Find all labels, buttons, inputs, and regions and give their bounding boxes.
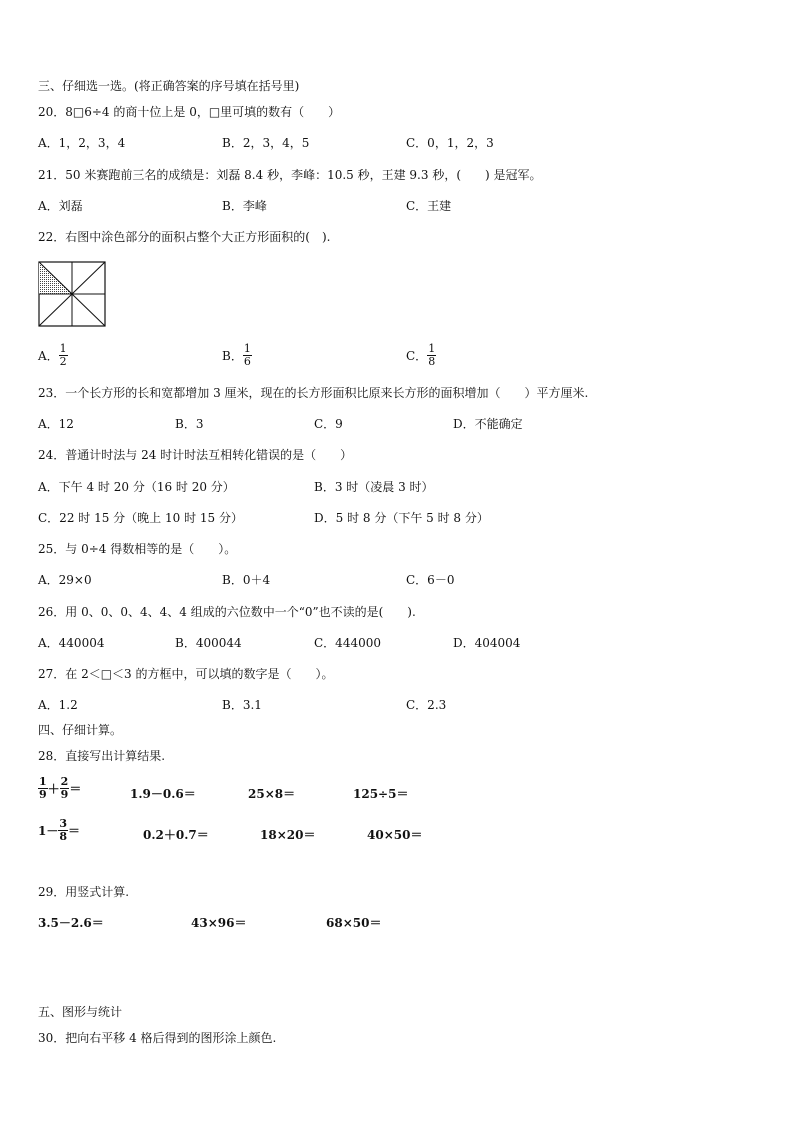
q20-option-b: B．2，3，4，5	[222, 136, 310, 150]
vertical-calc-2: 43×96＝	[191, 916, 247, 930]
option-label: A．	[38, 348, 59, 363]
calc-item-5	[38, 818, 80, 843]
question-29-stem: 29．用竖式计算.	[38, 885, 130, 899]
question-27-stem: 27．在 2＜□＜3 的方框中，可以填的数字是（ ）。	[38, 667, 334, 681]
question-23-stem: 23．一个长方形的长和宽都增加 3 厘米，现在的长方形面积比原来长方形的面积增加（ ）平方厘米.	[38, 386, 589, 400]
option-label: B．	[222, 348, 243, 363]
calc-item-8: 40×50＝	[367, 828, 423, 842]
q23-option-a: A．12	[38, 417, 74, 431]
q21-option-c: C．王建	[406, 199, 452, 213]
denominator: 8	[428, 355, 436, 368]
calc-item-2: 1.9－0.6＝	[130, 787, 196, 801]
q24-option-a: A．下午 4 时 20 分（16 时 20 分）	[38, 480, 235, 494]
q26-option-b: B．400044	[175, 636, 242, 650]
numerator: 1	[428, 342, 436, 355]
q21-option-b: B．李峰	[222, 199, 267, 213]
q21-option-a: A．刘磊	[38, 199, 83, 213]
q23-option-d: D．不能确定	[453, 417, 523, 431]
numerator: 2	[60, 775, 69, 788]
calc-item-3: 25×8＝	[248, 787, 296, 801]
denominator: 8	[59, 830, 68, 843]
calc-item-4: 125÷5＝	[353, 787, 409, 801]
q22-option-a	[38, 343, 68, 368]
q22-option-b	[222, 343, 252, 368]
question-28-stem: 28．直接写出计算结果.	[38, 749, 166, 763]
vertical-calc-3: 68×50＝	[326, 916, 382, 930]
fraction	[38, 776, 48, 801]
fraction	[60, 776, 70, 801]
q20-option-a: A．1，2，3，4	[38, 136, 126, 150]
numerator: 1	[39, 775, 47, 788]
equals-sign: ＝	[68, 824, 81, 838]
calc-item-6: 0.2＋0.7＝	[143, 828, 209, 842]
vertical-calc-1: 3.5－2.6＝	[38, 916, 104, 930]
question-21-stem: 21．50 米赛跑前三名的成绩是：刘磊 8.4 秒，李峰：10.5 秒，王建 9.3 秒，( ) 是冠军。	[38, 168, 542, 182]
q20-option-c: C．0，1，2，3	[406, 136, 494, 150]
q26-option-d: D．404004	[453, 636, 521, 650]
q24-option-c: C．22 时 15 分（晚上 10 时 15 分）	[38, 511, 243, 525]
q27-option-a: A．1.2	[38, 698, 78, 712]
fraction	[59, 343, 68, 368]
question-26-stem: 26．用 0、0、0、4、4、4 组成的六位数中一个“0”也不读的是( ).	[38, 605, 416, 619]
option-label: C．	[406, 348, 428, 363]
denominator: 9	[39, 788, 47, 801]
q23-option-b: B．3	[175, 417, 204, 431]
q25-option-c: C．6－0	[406, 573, 455, 587]
fraction	[58, 818, 68, 843]
question-25-stem: 25．与 0÷4 得数相等的是（ ）。	[38, 542, 237, 556]
q26-option-c: C．444000	[314, 636, 381, 650]
q24-option-d: D．5 时 8 分（下午 5 时 8 分）	[314, 511, 489, 525]
q27-option-b: B．3.1	[222, 698, 262, 712]
q25-option-a: A．29×0	[38, 573, 92, 587]
q25-option-b: B．0＋4	[222, 573, 271, 587]
numerator: 3	[59, 817, 68, 830]
q22-option-c	[406, 343, 436, 368]
calc-item-1	[38, 776, 81, 801]
calc-prefix: 1－	[38, 824, 59, 838]
numerator: 1	[59, 342, 67, 355]
plus-sign: ＋	[47, 782, 60, 796]
section-5-heading: 五、图形与统计	[38, 1005, 123, 1019]
denominator: 9	[60, 788, 69, 801]
square-figure	[38, 261, 106, 327]
q27-option-c: C．2.3	[406, 698, 447, 712]
section-3-heading: 三、仔细选一选。(将正确答案的序号填在括号里)	[38, 79, 300, 93]
numerator: 1	[243, 342, 251, 355]
denominator: 2	[59, 355, 67, 368]
section-4-heading: 四、仔细计算。	[38, 723, 123, 737]
question-22-stem: 22．右图中涂色部分的面积占整个大正方形面积的( ).	[38, 230, 331, 244]
q23-option-c: C．9	[314, 417, 343, 431]
question-30-stem: 30．把向右平移 4 格后得到的图形涂上颜色.	[38, 1031, 277, 1045]
question-24-stem: 24．普通计时法与 24 时计时法互相转化错误的是（ ）	[38, 448, 353, 462]
fraction	[427, 343, 436, 368]
denominator: 6	[243, 355, 251, 368]
q26-option-a: A．440004	[38, 636, 105, 650]
question-20-stem: 20．8□6÷4 的商十位上是 0，□里可填的数有（ ）	[38, 105, 341, 119]
equals-sign: ＝	[69, 782, 82, 796]
calc-item-7: 18×20＝	[260, 828, 316, 842]
q24-option-b: B．3 时（凌晨 3 时）	[314, 480, 434, 494]
fraction	[243, 343, 252, 368]
